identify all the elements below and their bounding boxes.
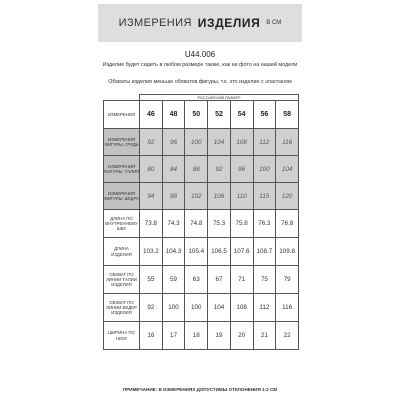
table-header-row [104,101,299,129]
table-cell: 55 [140,266,163,294]
size-header-cell: 54 [230,101,253,129]
table-cell: 71 [230,266,253,294]
elastane-note: Обхваты изделия меньше обхватов фигуры, т.к. это изделие с эластаном [108,79,292,85]
size-header-cell: 48 [162,101,185,129]
header-bar [98,4,302,42]
table-cell: 76.8 [276,210,299,238]
row-label: ОБХВАТ ПО ЛИНИИ БЕДЕР ИЗДЕЛИЯ [104,294,140,322]
row-label: ИЗМЕРЕНИЯ ФИГУРЫ, БЕДРА [104,183,140,210]
row-label: ОБХВАТ ПО ЛИНИИ ТАЛИИ ИЗДЕЛИЯ [104,266,140,294]
size-header-cell: 46 [140,101,163,129]
table-cell: 18 [185,322,208,350]
table-cell: 109.8 [276,238,299,266]
table-cell: 16 [140,322,163,350]
footnote: ПРИМЕЧАНИЕ: В ИЗМЕРЕНИЯХ ДОПУСТИМЫ ОТКЛОНЕНИЯ 1-2 СМ [122,387,278,392]
table-cell: 92 [140,129,163,156]
table-row [104,183,299,210]
row-label: ИЗМЕРЕНИЯ ФИГУРЫ, ГРУДЬ [104,129,140,156]
table-cell: 67 [208,266,231,294]
table-cell: 108 [230,129,253,156]
table-cell: 20 [230,322,253,350]
size-table [103,94,299,350]
table-cell: 108.7 [253,238,276,266]
row-label: ДЛИНА ПО ВНУТРЕННЕМУ ШВУ [104,210,140,238]
table-cell: 92 [140,294,163,322]
table-cell: 84 [162,156,185,183]
table-cell: 100 [185,294,208,322]
table-cell: 59 [162,266,185,294]
table-cell: 103.2 [140,238,163,266]
table-row [104,294,299,322]
table-cell: 104 [208,129,231,156]
table-row [104,129,299,156]
table-cell: 17 [162,322,185,350]
table-cell: 115 [253,183,276,210]
header-word-product: ИЗДЕЛИЯ [197,16,261,30]
table-row [104,210,299,238]
table-cell: 98 [162,183,185,210]
table-cell: 100 [253,156,276,183]
measurement-header: ИЗМЕРЕНИЯ [104,101,140,129]
product-code: U44.006 [184,50,216,59]
table-cell: 19 [208,322,231,350]
table-row [104,156,299,183]
size-header-cell: 56 [253,101,276,129]
table-cell: 96 [162,129,185,156]
table-cell: 73.8 [140,210,163,238]
table-cell: 106.5 [208,238,231,266]
size-chart-sheet [98,0,302,400]
table-cell: 75.3 [208,210,231,238]
table-cell: 63 [185,266,208,294]
russian-size-label: РОССИЙСКИЙ РАЗМЕР [140,95,299,101]
header-word-measurements: ИЗМЕРЕНИЯ [118,17,192,29]
size-header-cell: 50 [185,101,208,129]
table-cell: 100 [185,129,208,156]
table-cell: 106 [208,183,231,210]
table-cell: 94 [140,183,163,210]
header-unit: В СМ [266,20,282,26]
table-cell: 116 [276,294,299,322]
table-row [104,266,299,294]
table-cell: 116 [276,129,299,156]
table-cell: 104 [276,156,299,183]
table-cell: 74.8 [185,210,208,238]
table-cell: 112 [253,294,276,322]
fit-note: Изделие будет сидеть в любом размере также, как на фото на нашей модели [102,62,298,68]
table-cell: 76.3 [253,210,276,238]
table-cell: 107.6 [230,238,253,266]
table-row [104,322,299,350]
table-cell: 100 [162,294,185,322]
table-cell: 120 [276,183,299,210]
row-label: ШИРИНА ПО НИЗУ [104,322,140,350]
table-cell: 74.3 [162,210,185,238]
size-header-cell: 52 [208,101,231,129]
table-cell: 108 [230,294,253,322]
table-cell: 88 [185,156,208,183]
table-cell: 110 [230,183,253,210]
row-label: ИЗМЕРЕНИЯ ФИГУРЫ, ТАЛИЯ [104,156,140,183]
table-cell: 75 [253,266,276,294]
table-cell: 105.4 [185,238,208,266]
table-cell: 21 [253,322,276,350]
table-cell: 22 [276,322,299,350]
table-row [104,238,299,266]
table-cell: 96 [230,156,253,183]
table-cell: 104 [208,294,231,322]
table-cell: 80 [140,156,163,183]
row-label: ДЛИНА ИЗДЕЛИЯ [104,238,140,266]
table-cell: 112 [253,129,276,156]
table-cell: 102 [185,183,208,210]
table-cell: 75.8 [230,210,253,238]
size-header-cell: 58 [276,101,299,129]
table-cell: 104.3 [162,238,185,266]
table-cell: 92 [208,156,231,183]
table-cell: 79 [276,266,299,294]
